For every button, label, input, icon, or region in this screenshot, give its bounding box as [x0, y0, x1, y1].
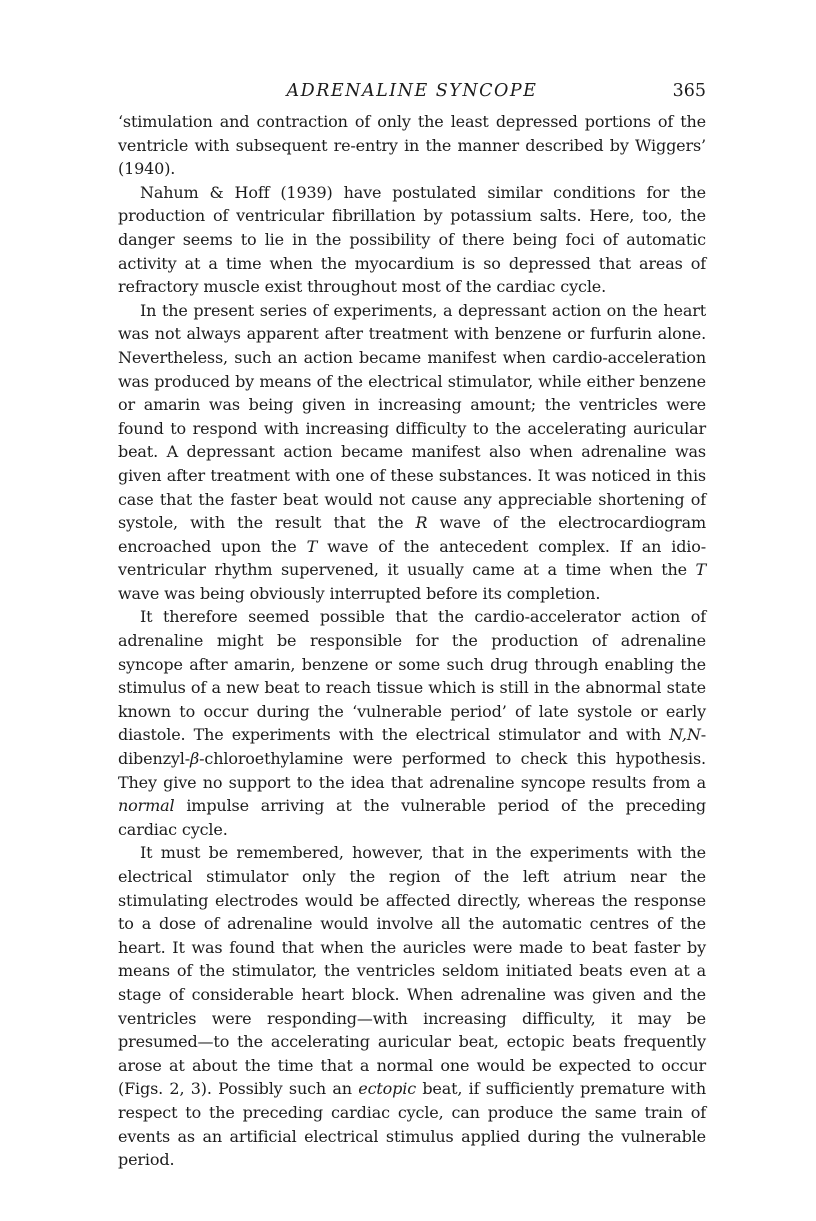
text-run: It therefore seemed possible that the cardio-accelerator action of adrenaline might be responsible for the production of adrenaline syncope after amarin, benzene or some such drug through enabling the stimulus of a new beat to reach tissue which is still in the abnormal state known to occur during the ‘vulnerable period’ of late systole or early diastole. The experiments with the electrical stimulator and with: [118, 607, 706, 745]
article-body: [118, 110, 706, 1172]
text-run: -dibenzyl-: [118, 725, 706, 769]
text-run: It must be remembered, however, that in the experiments with the electrical stimulator only the region of the left atrium near the stimulating electrodes would be affected directly, whereas the response to a dose of adrenaline would involve all the automatic centres of the heart. It was found that when the auricles were made to beat faster by means of the stimulator, the ventricles seldom initiated beats even at a stage of considerable heart block. When adrenaline was given and the ventricles were responding—with increasing difficulty, it may be presumed—to the accelerating auricular beat, ectopic beats frequently arose at about the time that a normal one would be expected to occur (Figs. 2, 3). Possibly such an: [118, 843, 706, 1099]
paragraph-ectopic: [118, 841, 706, 1171]
text-run: -chloroethylamine were performed to check this hypothesis. They give no support to the idea that adrenaline syncope results from a: [118, 749, 706, 792]
italic-beta: β: [190, 749, 200, 769]
text-run: In the present series of experiments, a depressant action on the heart was not always apparent after treatment with benzene or furfurin alone. Nevertheless, such an action became manifest when cardio-acceleration was produced by means of the electrical stimulator, while either benzene or amarin was being given in increasing amount; the ventricles were found to respond with increasing difficulty to the accelerating auricular beat. A depressant action became manifest also when adrenaline was given after treatment with one of these substances. It was noticed in this case that the faster beat would not cause any appreciable shortening of systole, with the result that the: [118, 300, 706, 533]
italic-normal: normal: [118, 796, 175, 816]
italic-t-wave: T: [695, 560, 706, 580]
paragraph-hypothesis: [118, 605, 706, 841]
text-run: wave of the electrocardiogram encroached upon the: [118, 513, 706, 556]
running-header: [118, 78, 706, 110]
journal-page: [118, 78, 706, 1172]
paragraph-nahum-hoff: Nahum & Hoff (1939) have postulated similar conditions for the production of ventricular fibrillation by potassium salts. Here, too, the danger seems to lie in the possibility of there being foci of automatic activity at a time when the myocardium is so depressed that areas of refractory muscle exist throughout most of the cardiac cycle.: [118, 182, 706, 297]
page-number: 365: [672, 81, 706, 101]
running-title: ADRENALINE SYNCOPE: [286, 81, 538, 101]
text-run: wave of the antecedent complex. If an idio-ventricular rhythm supervened, it usually came at a time when the: [118, 536, 706, 580]
italic-t-wave: T: [306, 536, 318, 556]
paragraph-continued: ‘stimulation and contraction of only the least depressed portions of the ventricle with subsequent re-entry in the manner described by Wiggers’ (1940).: [118, 112, 706, 179]
text-run: impulse arriving at the vulnerable period of the preceding cardiac cycle.: [118, 796, 706, 839]
italic-nn: N,N: [669, 725, 701, 745]
italic-ectopic: ectopic: [358, 1079, 417, 1099]
text-run: wave was being obviously interrupted before its completion.: [118, 583, 601, 603]
paragraph-present-series: [118, 299, 706, 606]
text-run: beat, if sufficiently premature with respect to the preceding cardiac cycle, can produce the same train of events as an artificial electrical stimulus applied during the vulnerable period.: [118, 1079, 706, 1170]
italic-r-wave: R: [415, 513, 428, 533]
